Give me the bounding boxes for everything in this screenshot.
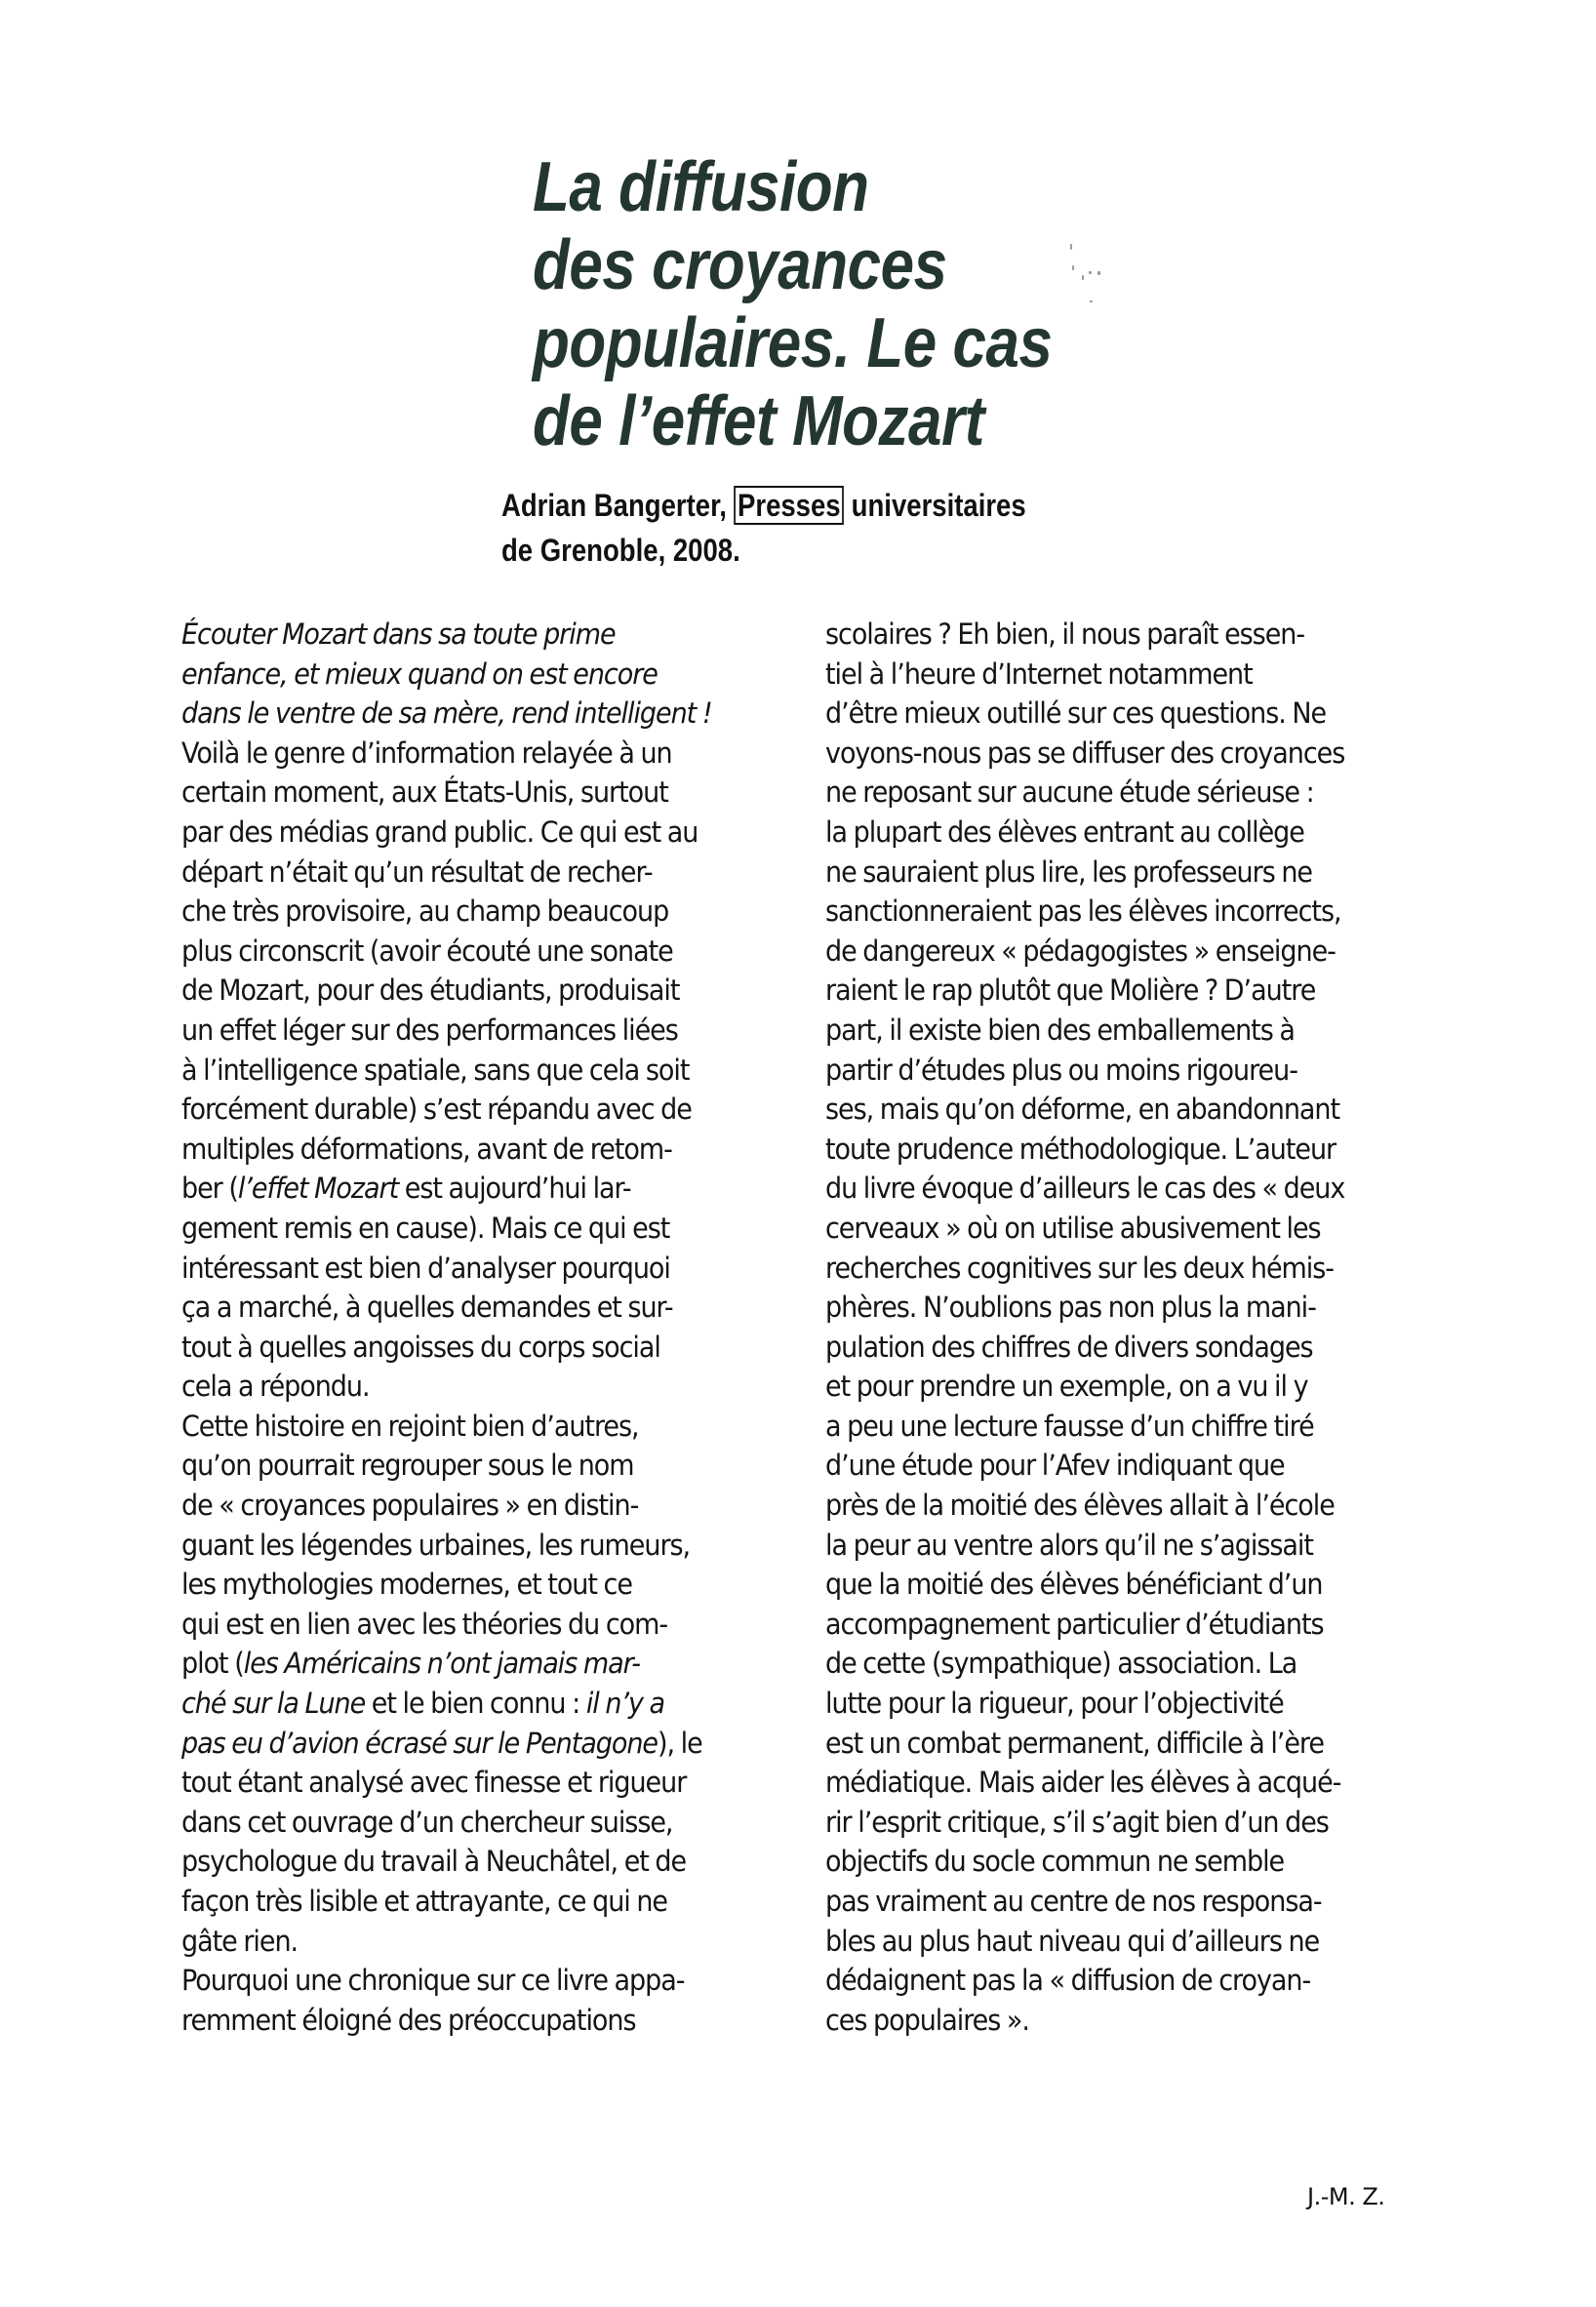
text-segment: de cette (sympathique) association. La (825, 1647, 1297, 1681)
text-line (181, 1526, 762, 1566)
text-segment: gement remis en cause). Mais ce qui est (181, 1211, 670, 1245)
text-segment: a peu une lecture fausse d’un chiffre tiré (825, 1409, 1314, 1443)
text-segment: phères. N’oublions pas non plus la mani- (825, 1291, 1316, 1325)
italic-text: enfance, et mieux quand on est encore (181, 656, 658, 691)
text-line (181, 1407, 762, 1447)
text-segment: dédaignent pas la « diffusion de croyan- (825, 1964, 1311, 1998)
text-segment: Cette histoire en rejoint bien d’autres, (181, 1409, 639, 1443)
text-line (181, 1169, 762, 1209)
text-line (825, 1169, 1406, 1209)
text-line (825, 1486, 1406, 1526)
text-segment: Pourquoi une chronique sur ce livre appa- (181, 1964, 685, 1998)
text-segment: sanctionneraient pas les élèves incorrects, (825, 895, 1341, 929)
text-segment: ces populaires ». (825, 2003, 1029, 2037)
text-segment: part, il existe bien des emballements à (825, 1013, 1295, 1047)
text-segment: que la moitié des élèves bénéficiant d’un (825, 1568, 1323, 1602)
text-line (825, 1090, 1406, 1130)
text-line (181, 1565, 762, 1605)
text-line (825, 1446, 1406, 1486)
text-line (181, 1922, 762, 1962)
text-line (181, 1605, 762, 1645)
text-line (181, 734, 762, 774)
text-line (825, 1130, 1406, 1170)
text-segment: qui est en lien avec les théories du com- (181, 1607, 668, 1641)
text-line (825, 1367, 1406, 1407)
text-line (825, 1249, 1406, 1289)
article-title (533, 148, 1157, 460)
text-segment: intéressant est bien d’analyser pourquoi (181, 1251, 670, 1285)
text-line (825, 694, 1406, 734)
text-segment: scolaires ? Eh bien, il nous paraît essen- (825, 617, 1305, 651)
text-line (825, 1724, 1406, 1764)
text-segment: objectifs du socle commun ne semble (825, 1845, 1285, 1879)
text-segment: cela a répondu. (181, 1370, 370, 1404)
text-segment: raient le rap plutôt que Molière ? D’autre (825, 974, 1316, 1008)
publisher-highlight: Presses (735, 486, 844, 525)
text-line (181, 1763, 762, 1803)
text-segment: che très provisoire, au champ beaucoup (181, 895, 669, 929)
text-line (825, 1565, 1406, 1605)
text-segment: tiel à l’heure d’Internet notamment (825, 656, 1253, 691)
text-segment: gâte rien. (181, 1924, 299, 1958)
text-segment: la peur au ventre alors qu’il ne s’agissait (825, 1528, 1313, 1562)
text-segment: de dangereux « pédagogistes » enseigne- (825, 934, 1336, 968)
text-segment: ne reposant sur aucune étude sérieuse : (825, 776, 1314, 810)
text-segment: accompagnement particulier d’étudiants (825, 1607, 1324, 1641)
text-segment: forcément durable) s’est répandu avec de (181, 1093, 692, 1127)
text-segment: d’une étude pour l’Afev indiquant que (825, 1449, 1285, 1483)
title-line: populaires. Le cas (533, 304, 1053, 382)
text-line (181, 1328, 762, 1368)
italic-text: ché sur la Lune (181, 1687, 366, 1721)
text-line (825, 1605, 1406, 1645)
text-line (181, 773, 762, 813)
text-line (181, 813, 762, 853)
text-line (181, 1367, 762, 1407)
text-line (825, 1209, 1406, 1249)
text-line (181, 853, 762, 893)
text-segment: voyons-nous pas se diffuser des croyances (825, 736, 1345, 770)
text-line (181, 971, 762, 1011)
text-line (825, 932, 1406, 972)
text-segment: façon très lisible et attrayante, ce qui ne (181, 1885, 668, 1918)
text-segment: départ n’était qu’un résultat de recher- (181, 855, 653, 889)
italic-text: l’effet Mozart (237, 1172, 399, 1206)
text-line (181, 615, 762, 655)
text-segment: rir l’esprit critique, s’il s’agit bien d’un des (825, 1805, 1329, 1839)
text-segment: plus circonscrit (avoir écouté une sonate (181, 934, 673, 968)
text-line (181, 1842, 762, 1882)
publisher-place-year: de Grenoble, 2008. (501, 533, 740, 568)
text-segment: par des médias grand public. Ce qui est au (181, 815, 698, 849)
text-line (181, 1486, 762, 1526)
text-line (181, 932, 762, 972)
byline-line (501, 483, 1105, 528)
italic-text: dans le ventre de sa mère, rend intelligent ! (181, 696, 712, 731)
text-segment: guant les légendes urbaines, les rumeurs, (181, 1528, 691, 1562)
text-segment: est un combat permanent, difficile à l’ère (825, 1726, 1324, 1760)
text-line (825, 853, 1406, 893)
text-line (181, 1249, 762, 1289)
text-line (181, 655, 762, 695)
text-line (825, 892, 1406, 932)
text-line (181, 1051, 762, 1091)
text-line (825, 773, 1406, 813)
text-segment: médiatique. Mais aider les élèves à acqué- (825, 1766, 1341, 1800)
text-segment: d’être mieux outillé sur ces questions. Ne (825, 696, 1327, 731)
text-line (181, 1130, 762, 1170)
text-line (181, 892, 762, 932)
text-line (181, 1446, 762, 1486)
text-segment: et le bien connu : (365, 1687, 586, 1721)
text-line (181, 1090, 762, 1130)
text-segment: de « croyances populaires » en distin- (181, 1489, 639, 1523)
text-line (825, 2001, 1406, 2041)
text-line (825, 1288, 1406, 1328)
author-name: Adrian Bangerter, (501, 488, 727, 523)
text-line (825, 1011, 1406, 1051)
text-segment: partir d’études plus ou moins rigoureu- (825, 1053, 1297, 1087)
text-line (181, 1288, 762, 1328)
text-segment: lutte pour la rigueur, pour l’objectivité (825, 1687, 1284, 1721)
text-segment: à l’intelligence spatiale, sans que cela soit (181, 1053, 690, 1087)
text-line (181, 1209, 762, 1249)
text-line (825, 1961, 1406, 2001)
text-segment: toute prudence méthodologique. L’auteur (825, 1132, 1337, 1166)
text-segment: ), le (658, 1726, 702, 1760)
text-line (181, 1961, 762, 2001)
text-line (825, 1644, 1406, 1684)
italic-text: pas eu d’avion écrasé sur le Pentagone (181, 1726, 658, 1760)
text-segment: est aujourd’hui lar- (398, 1172, 631, 1206)
text-segment: ça a marché, à quelles demandes et sur- (181, 1291, 673, 1325)
text-segment: certain moment, aux États-Unis, surtout (181, 776, 668, 810)
title-line: La diffusion (533, 148, 869, 226)
body-column-left (181, 615, 806, 2040)
text-segment: ne sauraient plus lire, les professeurs ne (825, 855, 1312, 889)
text-segment: qu’on pourrait regrouper sous le nom (181, 1449, 634, 1483)
text-line (825, 971, 1406, 1011)
text-segment: bles au plus haut niveau qui d’ailleurs ne (825, 1924, 1320, 1958)
text-segment: et pour prendre un exemple, on a vu il y (825, 1370, 1308, 1404)
text-line (825, 1407, 1406, 1447)
text-segment: Voilà le genre d’information relayée à un (181, 736, 672, 770)
text-line (181, 1644, 762, 1684)
text-line (825, 1922, 1406, 1962)
text-segment: un effet léger sur des performances liées (181, 1013, 678, 1047)
text-line (181, 1803, 762, 1843)
text-segment: remment éloigné des préoccupations (181, 2003, 636, 2037)
publisher-name: universitaires (851, 488, 1026, 523)
text-line (825, 1526, 1406, 1566)
book-reference (501, 483, 1204, 573)
italic-text: Écouter Mozart dans sa toute prime (181, 617, 616, 651)
text-segment: la plupart des élèves entrant au collège (825, 815, 1304, 849)
text-line (181, 694, 762, 734)
text-line (825, 1763, 1406, 1803)
text-line (825, 813, 1406, 853)
italic-text: les Américains n’ont jamais mar- (243, 1647, 640, 1681)
text-segment: pas vraiment au centre de nos responsa- (825, 1885, 1322, 1918)
text-line (181, 1684, 762, 1724)
text-line (181, 1011, 762, 1051)
text-line (825, 1842, 1406, 1882)
text-segment: ses, mais qu’on déforme, en abandonnant (825, 1093, 1340, 1127)
body-column-right (825, 615, 1450, 2040)
text-segment: pulation des chiffres de divers sondages (825, 1330, 1313, 1364)
text-segment: les mythologies modernes, et tout ce (181, 1568, 632, 1602)
text-segment: dans cet ouvrage d’un chercheur suisse, (181, 1805, 673, 1839)
text-segment: psychologue du travail à Neuchâtel, et de (181, 1845, 687, 1879)
text-line (825, 1328, 1406, 1368)
text-segment: ber ( (181, 1172, 238, 1206)
text-line (825, 1882, 1406, 1922)
text-segment: plot ( (181, 1647, 244, 1681)
title-line: des croyances (533, 226, 947, 304)
italic-text: il n’y a (585, 1687, 665, 1721)
title-line: de l’effet Mozart (533, 382, 984, 460)
text-segment: près de la moitié des élèves allait à l’école (825, 1489, 1335, 1523)
text-segment: tout étant analysé avec finesse et rigueur (181, 1766, 687, 1800)
text-line (825, 734, 1406, 774)
text-line (181, 2001, 762, 2041)
text-segment: du livre évoque d’ailleurs le cas des « deux (825, 1172, 1345, 1206)
text-line (825, 615, 1406, 655)
text-segment: multiples déformations, avant de retom- (181, 1132, 672, 1166)
author-signature: J.-M. Z. (1307, 2183, 1385, 2210)
text-line (825, 1684, 1406, 1724)
text-line (181, 1882, 762, 1922)
text-line (825, 1051, 1406, 1091)
text-segment: de Mozart, pour des étudiants, produisait (181, 974, 680, 1008)
text-segment: cerveaux » où on utilise abusivement les (825, 1211, 1321, 1245)
text-segment: recherches cognitives sur les deux hémis- (825, 1251, 1335, 1285)
text-line (181, 1724, 762, 1764)
text-line (825, 1803, 1406, 1843)
text-segment: tout à quelles angoisses du corps social (181, 1330, 660, 1364)
text-line (825, 655, 1406, 695)
